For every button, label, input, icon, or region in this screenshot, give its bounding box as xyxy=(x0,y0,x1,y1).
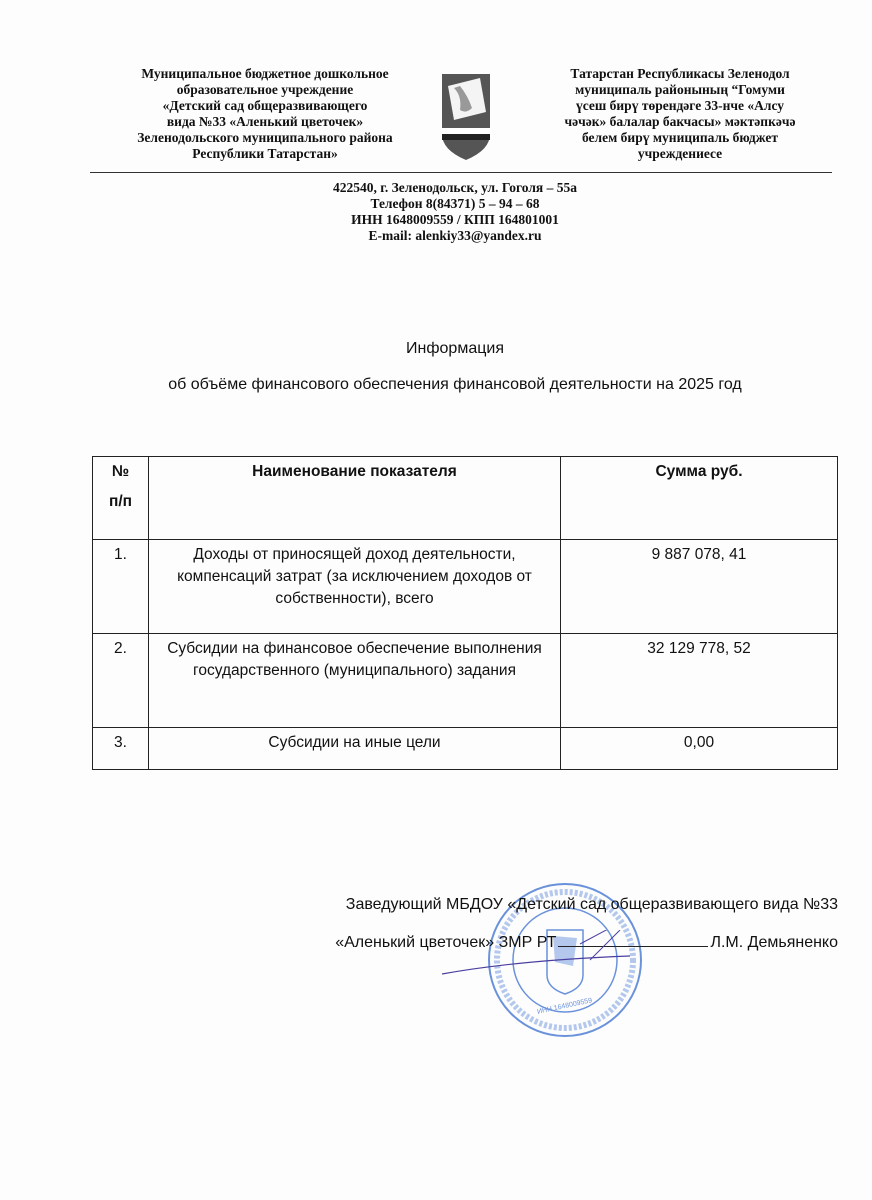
signature-name: Л.М. Демьяненко xyxy=(710,934,838,951)
header-number xyxy=(93,457,149,540)
phone-line: Телефон 8(84371) 5 – 94 – 68 xyxy=(370,196,540,211)
table-row xyxy=(93,634,838,728)
header-divider xyxy=(90,172,832,173)
row-sum: 32 129 778, 52 xyxy=(561,634,838,728)
row-sum: 0,00 xyxy=(561,728,838,770)
table-row xyxy=(93,540,838,634)
header-line: муниципаль районының “Гомуми xyxy=(575,82,785,97)
row-sum: 9 887 078, 41 xyxy=(561,540,838,634)
row-number: 1. xyxy=(93,540,149,634)
header-line: чәчәк» балалар бакчасы» мәктәпкәчә xyxy=(564,114,796,129)
header-left-russian xyxy=(100,66,430,162)
row-number: 3. xyxy=(93,728,149,770)
row-name: Субсидии на финансовое обеспечение выполнения государственного (муниципального) задания xyxy=(149,634,561,728)
table-header-row xyxy=(93,457,838,540)
address-line: 422540, г. Зеленодольск, ул. Гоголя – 55а xyxy=(333,180,577,195)
table-row xyxy=(93,728,838,770)
handwritten-signature-icon xyxy=(440,930,640,980)
header-line: «Детский сад общеразвивающего xyxy=(162,98,368,113)
header-line: Республики Татарстан» xyxy=(192,146,338,161)
header-line: учреждениесе xyxy=(637,146,723,161)
header-name: Наименование показателя xyxy=(149,457,561,540)
finance-table xyxy=(92,456,838,770)
coat-of-arms-icon xyxy=(440,72,492,162)
address-block xyxy=(255,180,655,244)
header-sum: Сумма руб. xyxy=(561,457,838,540)
inn-line: ИНН 1648009559 / КПП 164801001 xyxy=(351,212,559,227)
row-name: Доходы от приносящей доход деятельности, компенсаций затрат (за исключением доходов от собственности), всего xyxy=(149,540,561,634)
document-title: Информация xyxy=(406,340,504,357)
email-line: E-mail: alenkiy33@yandex.ru xyxy=(368,228,542,243)
svg-text:ИНН 1648009559: ИНН 1648009559 xyxy=(536,997,593,1016)
header-number-symbol: № xyxy=(111,463,130,480)
header-line: Татарстан Республикасы Зеленодол xyxy=(570,66,790,81)
header-line: Зеленодольского муниципального района xyxy=(137,130,393,145)
header-right-tatar xyxy=(520,66,840,162)
signature-org: «Аленький цветочек» ЗМР РТ xyxy=(335,934,557,951)
header-line: вида №33 «Аленький цветочек» xyxy=(166,114,364,129)
header-line: Муниципальное бюджетное дошкольное xyxy=(141,66,389,81)
header-number-abbr: п/п xyxy=(108,493,133,510)
row-number: 2. xyxy=(93,634,149,728)
row-name: Субсидии на иные цели xyxy=(149,728,561,770)
document-subtitle: об объёме финансового обеспечения финансовой деятельности на 2025 год xyxy=(168,376,742,393)
header-line: белем бирү муниципаль бюджет xyxy=(581,130,778,145)
signature-position: Заведующий МБДОУ «Детский сад общеразвивающего вида №33 xyxy=(345,896,838,913)
header-line: үсеш бирү төрендәге 33-нче «Алсу xyxy=(575,98,785,113)
header-line: образовательное учреждение xyxy=(176,82,354,97)
